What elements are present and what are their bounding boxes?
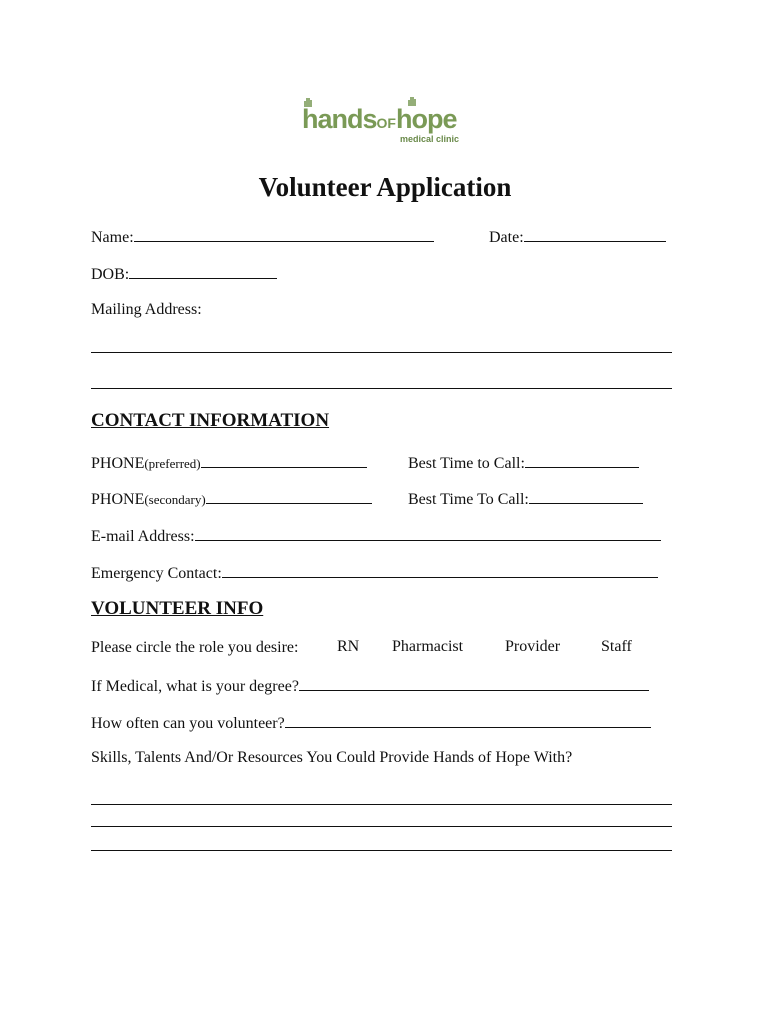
role-option-pharmacist[interactable]: Pharmacist [392, 638, 464, 655]
skills-line-1[interactable] [91, 804, 672, 805]
contact-heading: CONTACT INFORMATION [91, 410, 330, 431]
dob-label: DOB: [91, 266, 130, 283]
email-field[interactable] [195, 525, 661, 541]
best-time-2-field[interactable] [529, 488, 643, 504]
emergency-label: Emergency Contact: [91, 565, 222, 582]
name-field[interactable] [134, 226, 434, 242]
email-row [91, 525, 661, 547]
phone-secondary-row [91, 488, 372, 510]
logo-wordmark [302, 104, 456, 135]
role-option-rn[interactable]: RN [337, 638, 360, 655]
skills-line-2[interactable] [91, 826, 672, 827]
role-prompt: Please circle the role you desire: [91, 639, 299, 656]
address-line-1[interactable] [91, 352, 672, 353]
page-title: Volunteer Application [258, 172, 512, 202]
degree-row [91, 675, 649, 697]
phone-secondary-note: (secondary) [144, 492, 206, 507]
best-time-2-row [408, 488, 643, 510]
dob-field[interactable] [129, 263, 277, 279]
degree-field[interactable] [299, 675, 649, 691]
address-label: Mailing Address: [91, 301, 202, 318]
date-row [489, 226, 666, 248]
phone-preferred-row [91, 452, 367, 474]
phone-preferred-field[interactable] [201, 452, 367, 468]
best-time-1-row [408, 452, 639, 474]
date-field[interactable] [524, 226, 666, 242]
phone-preferred-note: (preferred) [144, 456, 201, 471]
clinic-logo [300, 100, 472, 150]
logo-word-of: OF [376, 115, 396, 131]
frequency-label: How often can you volunteer? [91, 715, 285, 732]
best-time-1-field[interactable] [525, 452, 639, 468]
skills-label: Skills, Talents And/Or Resources You Could Provide Hands of Hope With? [91, 749, 573, 766]
emergency-row [91, 562, 658, 584]
frequency-row [91, 712, 651, 734]
phone-secondary-field[interactable] [206, 488, 372, 504]
volunteer-heading: VOLUNTEER INFO [91, 598, 264, 619]
name-label: Name: [91, 229, 134, 246]
date-label: Date: [489, 229, 524, 246]
name-row [91, 226, 434, 248]
logo-word-hope: hope [395, 104, 457, 134]
degree-label: If Medical, what is your degree? [91, 678, 299, 695]
emergency-field[interactable] [222, 562, 658, 578]
phone-secondary-label: PHONE [91, 491, 145, 508]
role-option-staff[interactable]: Staff [601, 638, 632, 655]
best-time-2-label: Best Time To Call: [408, 491, 529, 508]
email-label: E-mail Address: [91, 528, 195, 545]
role-option-provider[interactable]: Provider [505, 638, 561, 655]
address-line-2[interactable] [91, 388, 672, 389]
logo-word-hands: hands [302, 104, 377, 134]
logo-subtitle: medical clinic [400, 134, 460, 144]
frequency-field[interactable] [285, 712, 651, 728]
skills-line-3[interactable] [91, 850, 672, 851]
phone-preferred-label: PHONE [91, 455, 145, 472]
best-time-1-label: Best Time to Call: [408, 455, 525, 472]
dob-row [91, 263, 277, 285]
